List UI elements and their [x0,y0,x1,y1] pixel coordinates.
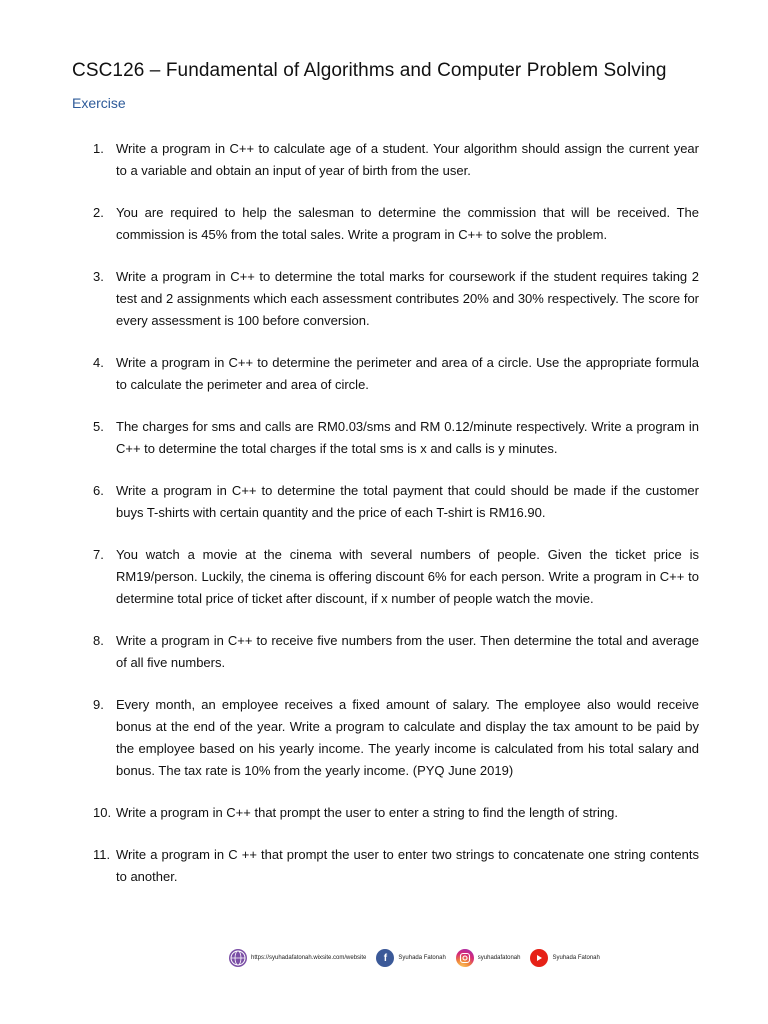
item-number: 9. [93,697,104,712]
item-text: Every month, an employee receives a fixed amount of salary. The employee also would receive bonus at the end of the year. Write a program to calculate and display the tax amount to be paid by the employee based on his yearly income. The yearly income is calculated from his total salary and bonus. The tax rate is 10% from the yearly income. (PYQ June 2019) [116,697,699,778]
item-number: 8. [93,633,104,648]
item-text: The charges for sms and calls are RM0.03/sms and RM 0.12/minute respectively. Write a program in C++ to determine the total charges if the total sms is x and calls is y minutes. [116,419,699,456]
instagram-icon[interactable] [456,949,474,967]
list-item [72,544,699,610]
list-item [72,694,699,782]
item-number: 11. [93,847,111,862]
youtube-label[interactable]: Syuhada Fatonah [552,955,600,961]
item-text: Write a program in C++ to determine the total marks for coursework if the student requires taking 2 test and 2 assignments which each assessment contributes 20% and 30% respectively. The score for every assessment is 100 before conversion. [116,269,699,328]
facebook-label[interactable]: Syuhada Fatonah [398,955,446,961]
item-text: Write a program in C++ to determine the perimeter and area of a circle. Use the appropriate formula to calculate the perimeter and area of circle. [116,355,699,392]
instagram-label[interactable]: syuhadafatonah [477,955,521,961]
list-item [72,352,699,396]
item-number: 1. [93,141,104,156]
item-number: 4. [93,355,104,370]
item-number: 5. [93,419,104,434]
youtube-icon[interactable] [530,949,548,967]
item-text: Write a program in C++ that prompt the user to enter a string to find the length of string. [116,805,618,820]
item-text: Write a program in C++ to determine the total payment that could should be made if the customer buys T-shirts with certain quantity and the price of each T-shirt is RM16.90. [116,483,699,520]
list-item [72,844,699,888]
list-item [72,202,699,246]
globe-icon [229,949,247,967]
exercise-list [72,138,699,908]
list-item [72,266,699,332]
item-number: 7. [93,547,104,562]
list-item [72,138,699,182]
list-item [72,416,699,460]
section-heading: Exercise [72,95,126,111]
page-title: CSC126 – Fundamental of Algorithms and Computer Problem Solving [72,60,667,81]
item-number: 10. [93,805,112,820]
item-number: 3. [93,269,104,284]
item-number: 6. [93,483,104,498]
item-text: Write a program in C++ to calculate age of a student. Your algorithm should assign the current year to a variable and obtain an input of year of birth from the user. [116,141,699,178]
item-text: Write a program in C++ to receive five numbers from the user. Then determine the total and average of all five numbers. [116,633,699,670]
list-item [72,480,699,524]
item-number: 2. [93,205,104,220]
list-item [72,630,699,674]
footer-contacts [229,942,600,974]
list-item [72,802,699,824]
item-text: Write a program in C ++ that prompt the user to enter two strings to concatenate one string contents to another. [116,847,699,884]
facebook-icon[interactable]: f [376,949,394,967]
item-text: You are required to help the salesman to determine the commission that will be received. The commission is 45% from the total sales. Write a program in C++ to solve the problem. [116,205,699,242]
item-text: You watch a movie at the cinema with several numbers of people. Given the ticket price is RM19/person. Luckily, the cinema is offering discount 6% for each person. Write a program in C++ to determine total price of ticket after discount, if x number of people watch the movie. [116,547,699,606]
website-link[interactable]: https://syuhadafatonah.wixsite.com/website [251,955,367,961]
